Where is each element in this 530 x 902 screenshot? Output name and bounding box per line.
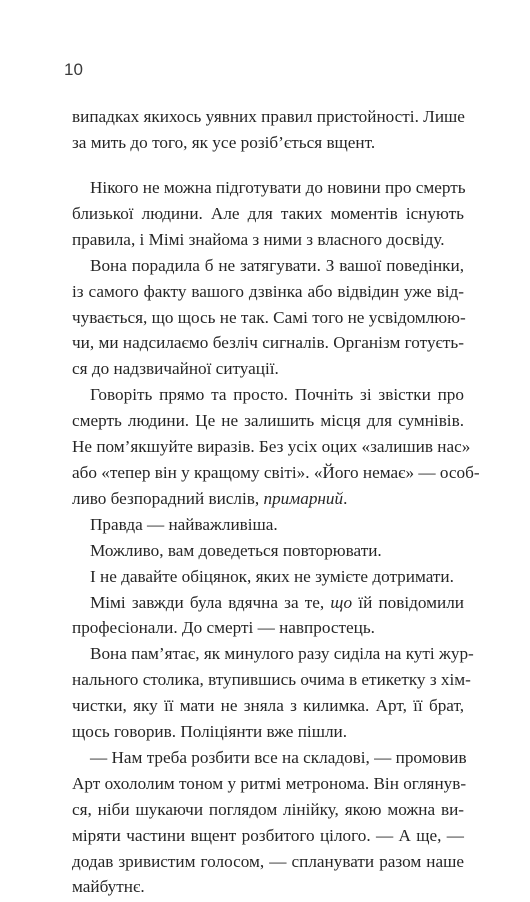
- text-line: І не давайте обіцянок, яких не зумієте дотримати.: [90, 566, 454, 586]
- text-line: додав зривистим голосом, — спланувати разом наше: [72, 851, 464, 871]
- emphasized-word: примарний: [263, 488, 344, 508]
- paragraph: [72, 253, 464, 383]
- intro-paragraph: [72, 104, 464, 156]
- paragraph: [72, 745, 467, 900]
- page-number: 10: [64, 60, 83, 79]
- text-line: Вона пам’ятає, як минулого разу сиділа на куті жур-: [90, 644, 474, 664]
- text-line: Нікого не можна підготувати до новини про смерть: [90, 178, 466, 197]
- text-line: майбутнє.: [72, 877, 145, 897]
- text-line: [72, 486, 464, 512]
- text-fragment: .: [343, 488, 348, 508]
- text-line: Можливо, вам доведеться повторювати.: [90, 540, 382, 560]
- text-line: чувається, що щось не так. Самі того не усвідомлюю-: [72, 307, 466, 327]
- text-fragment: Мімі завжди була вдячна за те,: [90, 592, 331, 612]
- text-line: Правда — найважливіша.: [90, 514, 278, 534]
- paragraph: [72, 175, 464, 253]
- text-line: ся, ніби шукаючи поглядом лінійку, якою можна ви-: [72, 799, 464, 819]
- text-line: нального столика, втупившись очима в етикетку з хім-: [72, 670, 471, 690]
- text-line: ся до надзвичайної ситуації.: [72, 359, 279, 379]
- text-line: чи, ми надсилаємо безліч сигналів. Організм готуєть-: [72, 333, 464, 353]
- text-line: Арт охололим тоном у ритмі метронома. Він оглянув-: [72, 773, 467, 793]
- paragraph: [72, 564, 464, 590]
- emphasized-word: що: [330, 592, 353, 612]
- paragraph: [72, 641, 474, 745]
- text-line: Вона порадила б не затягувати. З вашої поведінки,: [90, 255, 464, 275]
- paragraph: [72, 590, 464, 642]
- text-fragment: ливо безпорадний вислів,: [72, 488, 264, 508]
- paragraph: [72, 512, 464, 538]
- text-line: щось говорив. Поліціянти вже пішли.: [72, 722, 348, 742]
- text-line: із самого факту вашого дзвінка або відвідин уже від-: [72, 281, 464, 301]
- text-line: або «тепер він у кращому світі». «Його немає» — особ-: [72, 462, 480, 482]
- text-line: правила, і Мімі знайома з ними з власного досвіду.: [72, 229, 445, 249]
- text-line: за мить до того, як усе розіб’ється вщент.: [72, 132, 376, 152]
- text-line: Не пом’якшуйте виразів. Без усіх оцих «залишив нас»: [72, 437, 471, 457]
- text-line: — Нам треба розбити все на складові, — промовив: [90, 747, 467, 767]
- body-text: [72, 175, 480, 900]
- text-line: чистки, яку її мати не зняла з килимка. Арт, її брат,: [72, 696, 464, 716]
- text-line: професіонали. До смерті — навпростець.: [72, 618, 375, 638]
- text-line: міряти частини вщент розбитого цілого. — А ще, —: [72, 825, 464, 845]
- text-line: [72, 590, 464, 616]
- text-line: близької людини. Але для таких моментів існують: [72, 203, 464, 223]
- paragraph: [72, 538, 464, 564]
- text-line: випадках якихось уявних правил пристойності. Лише: [72, 107, 465, 126]
- text-line: Говоріть прямо та просто. Почніть зі звістки про: [90, 385, 464, 405]
- text-line: смерть людини. Це не залишить місця для сумнівів.: [72, 411, 464, 431]
- paragraph: [72, 382, 480, 512]
- text-fragment: їй повідомили: [352, 592, 464, 612]
